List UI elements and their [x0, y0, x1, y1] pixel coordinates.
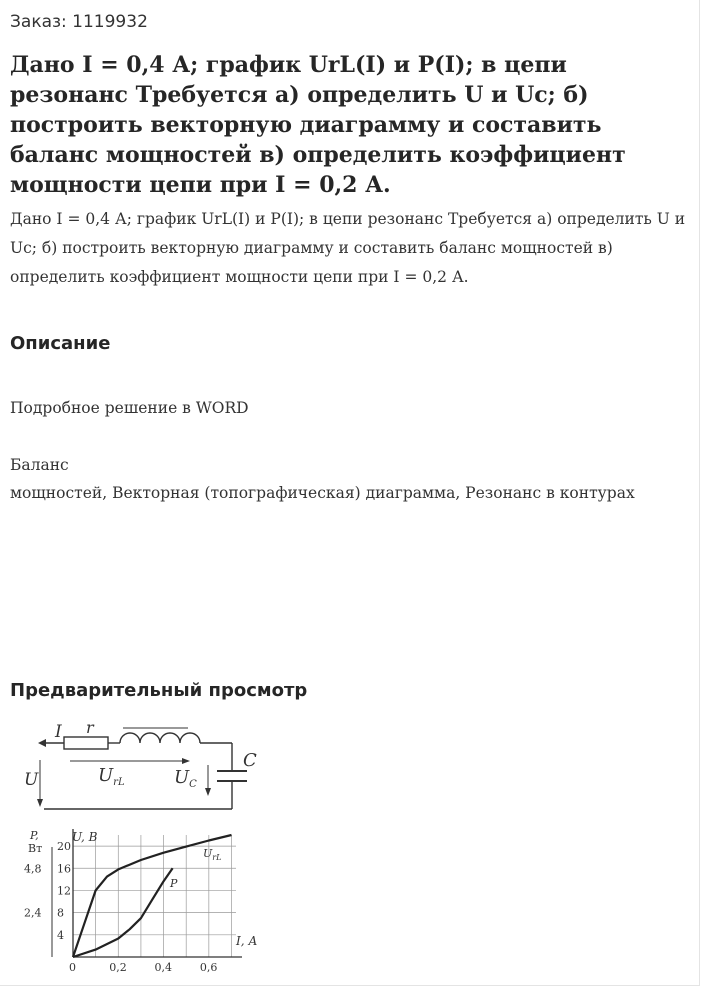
capacitor-label: C [243, 750, 257, 771]
preview-image [10, 715, 310, 980]
circuit-diagram [37, 728, 247, 809]
tags-line-1: Баланс [10, 456, 69, 474]
x-tick-label: 0,2 [109, 961, 127, 974]
x-tick-label: 0,6 [199, 961, 218, 974]
description-heading: Описание [10, 333, 111, 354]
x-tick-label: 0,4 [154, 961, 173, 974]
inductor [120, 733, 200, 743]
current-label: I [55, 722, 62, 742]
curve-p-label: P [170, 877, 178, 890]
order-number: Заказ: 1119932 [10, 12, 148, 32]
x-axis-label: I, А [236, 934, 258, 948]
task-description: Дано I = 0,4 А; график UrL(I) и P(I); в цепи резонанс Требуется а) определить U и Uc; б) построить векторную диаграмму и составить баланс мощностей в) определить коэффициент мощности цепи при I = 0,2 А. [10, 210, 686, 286]
u-tick-label: 4 [57, 928, 64, 942]
preview-heading: Предварительный просмотр [10, 680, 308, 701]
voltage-rl-label: $U_{rL}$ [98, 765, 125, 788]
u-axis-label: U, В [72, 830, 98, 844]
p-axis-label: P, [30, 829, 39, 842]
p-axis-unit: Вт [28, 842, 43, 855]
voltage-u-label: U [24, 770, 39, 790]
arrow-head [205, 788, 211, 796]
u-tick-label: 8 [57, 906, 64, 920]
resistor [64, 737, 108, 749]
u-tick-label: 20 [57, 840, 71, 854]
p-tick-label: 4,8 [24, 862, 42, 876]
u-tick-label: 12 [57, 884, 71, 898]
solution-format: Подробное решение в WORD [10, 399, 249, 417]
current-arrow [38, 739, 46, 747]
curve-u-label: $U_{rL}$ [203, 847, 222, 862]
arrow-head [182, 758, 190, 764]
p-tick-label: 2,4 [24, 906, 42, 920]
arrow-head [37, 799, 43, 807]
tags-line-2: мощностей, Векторная (топографическая) диаграмма, Резонанс в контурах [10, 484, 635, 502]
resistor-label: r [86, 718, 94, 737]
u-tick-label: 16 [57, 862, 71, 876]
voltage-c-label: $U_C$ [174, 767, 197, 790]
tick-labels [24, 840, 217, 974]
x-tick-label: 0 [69, 961, 76, 974]
page-title: Дано I = 0,4 А; график UrL(I) и P(I); в цепи резонанс Требуется а) определить U и Uc; б) построить векторную диаграмму и составить баланс мощностей в) определить коэффициент мощности цепи при I = 0,2 А. [10, 52, 626, 198]
